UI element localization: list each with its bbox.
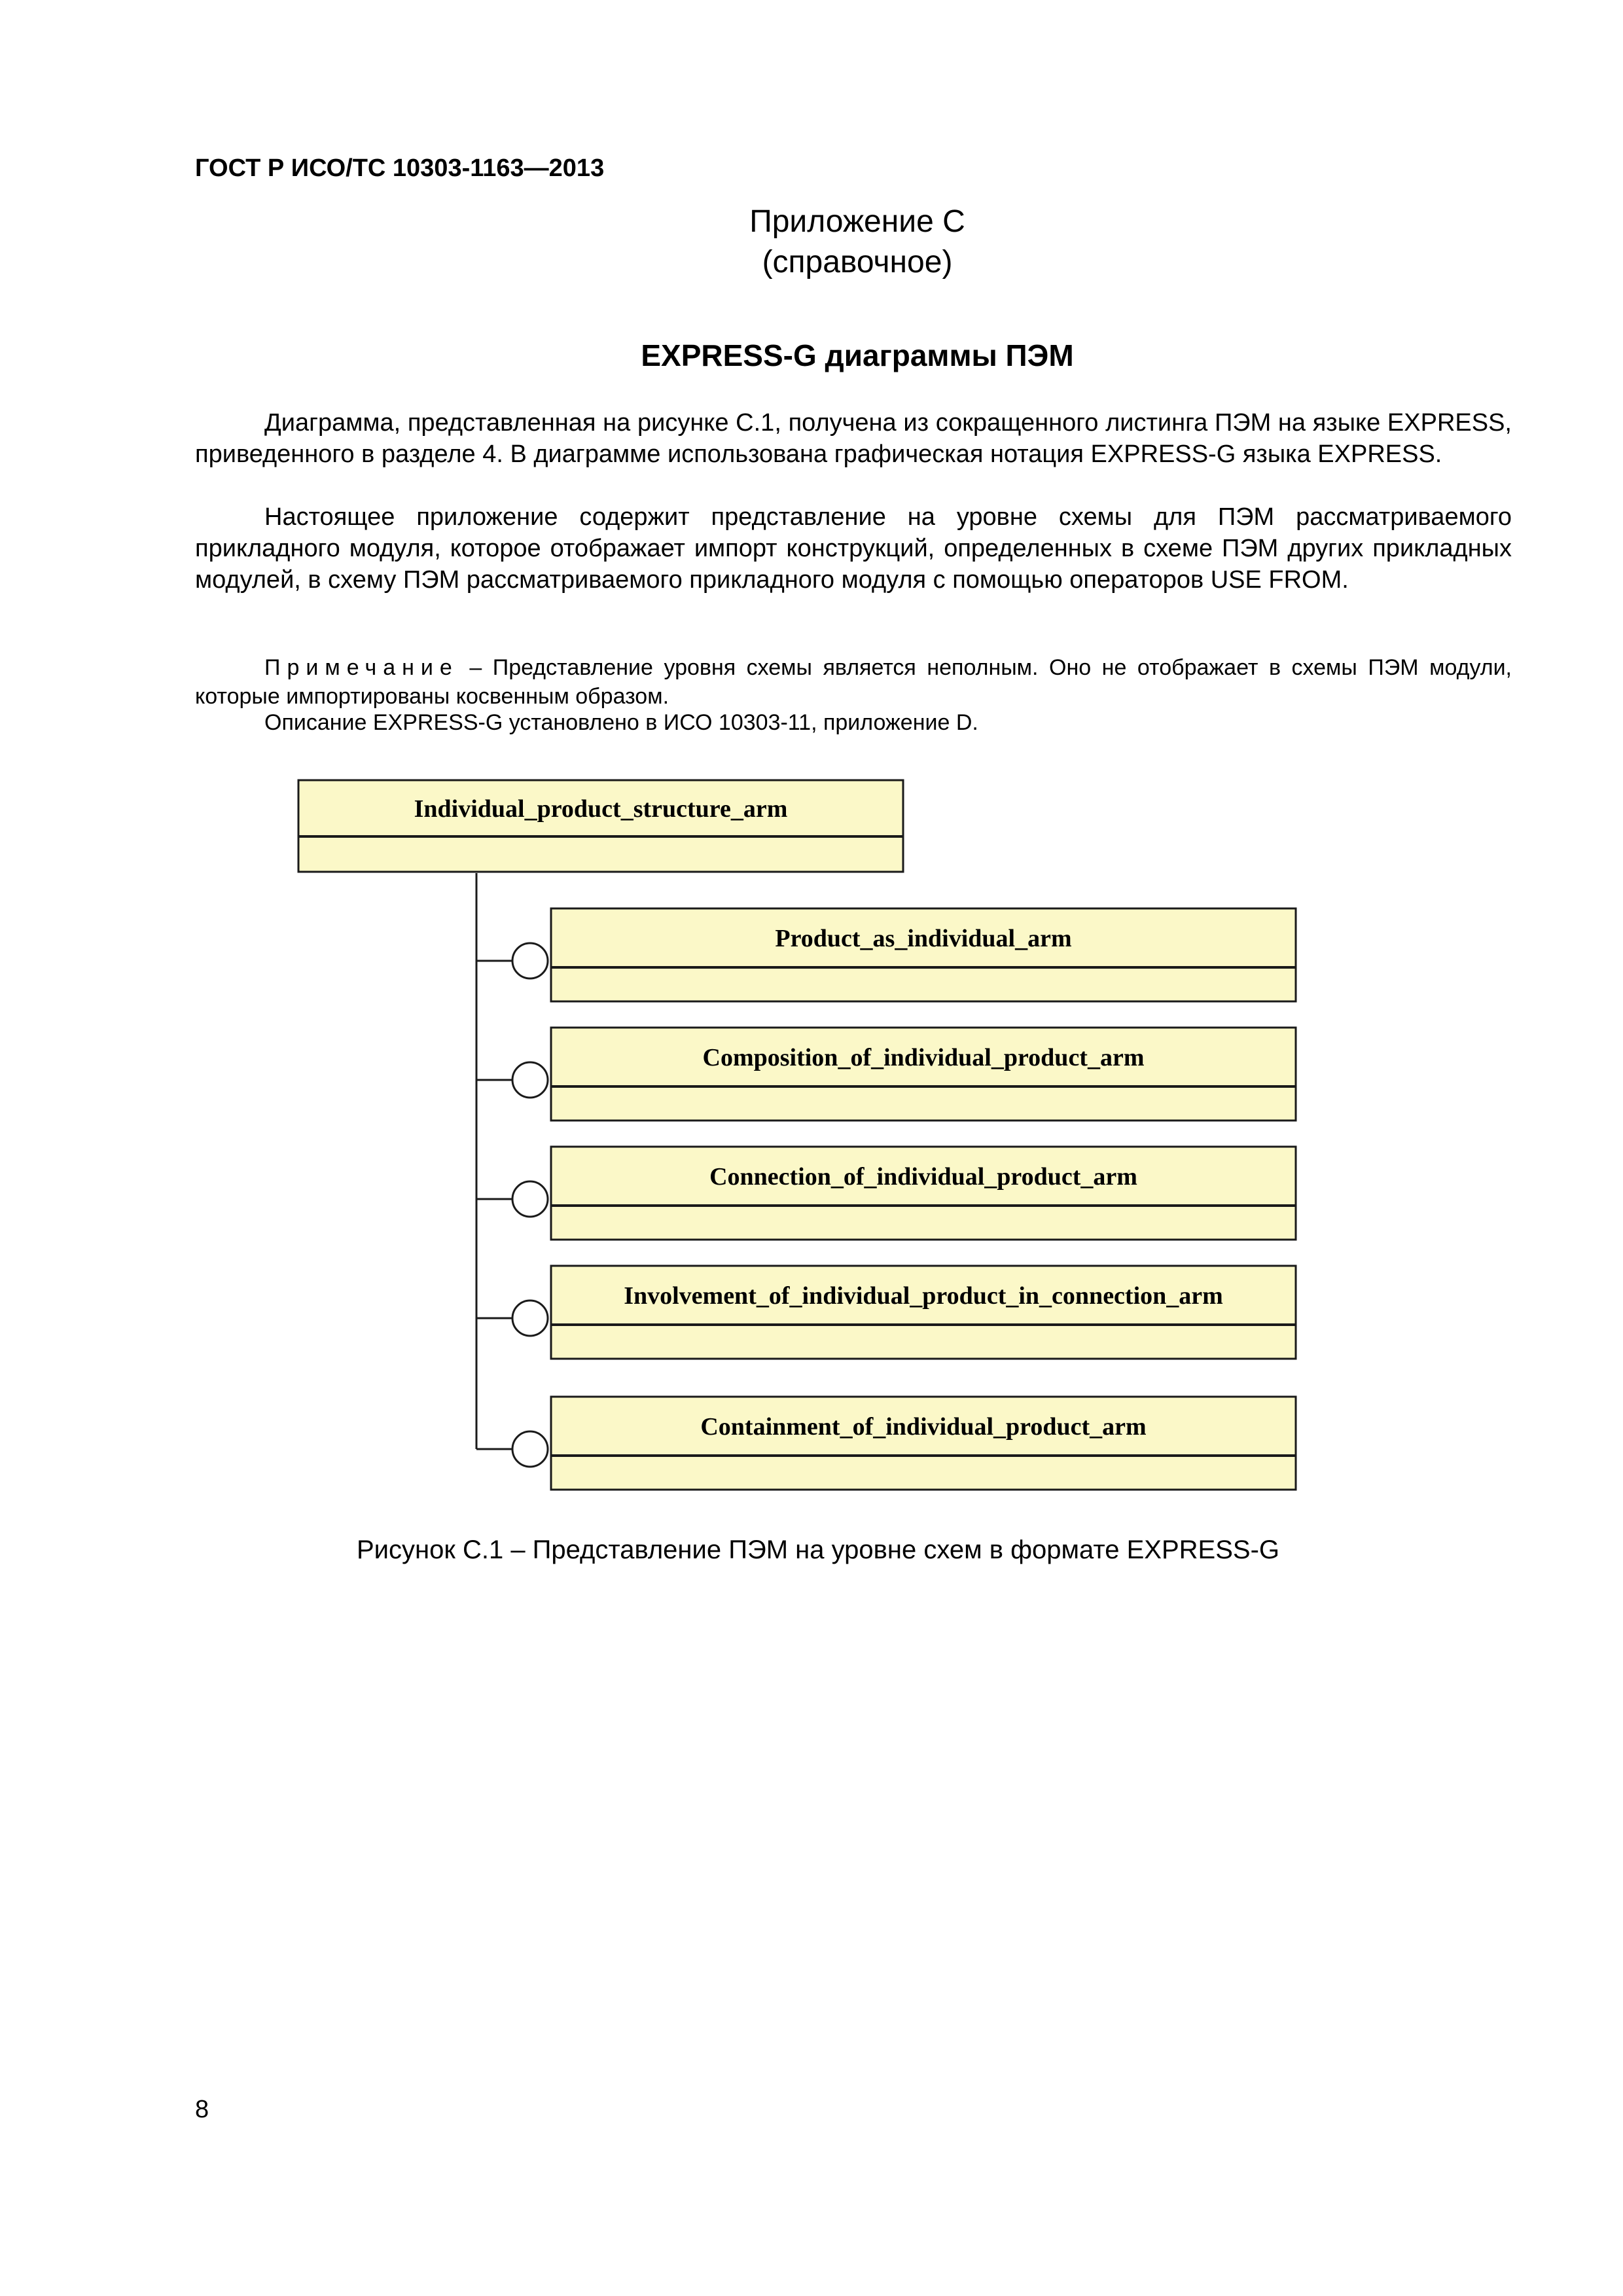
imported-schema-box (551, 1397, 1296, 1490)
use-from-circle (512, 1300, 548, 1336)
imported-schema-label: Involvement_of_individual_product_in_connection_arm (624, 1282, 1223, 1310)
imported-schema-label: Composition_of_individual_product_arm (702, 1044, 1145, 1071)
imported-schema-label: Containment_of_individual_product_arm (700, 1413, 1147, 1441)
body-paragraph: Диаграмма, представленная на рисунке С.1, получена из сокращенного листинга ПЭМ на языке EXPRESS, приведенного в разделе 4. В диаграмме использована графическая нотация EXPRESS-G языка EXPRESS. (195, 409, 1512, 468)
note-dash: – (469, 655, 482, 680)
appendix-title: Приложение С (749, 204, 965, 239)
use-from-circle (512, 1431, 548, 1467)
page-number: 8 (195, 2096, 209, 2123)
root-schema-box (298, 780, 903, 872)
section-title: EXPRESS-G диаграммы ПЭМ (641, 338, 1074, 372)
figure-caption: Рисунок С.1 – Представление ПЭМ на уровне схем в формате EXPRESS-G (356, 1535, 1280, 1564)
use-from-circle (512, 1062, 548, 1098)
imported-schema-label: Product_as_individual_arm (775, 925, 1072, 952)
use-from-circle (512, 1181, 548, 1217)
imported-schema-box (551, 1028, 1296, 1121)
note-text: Представление уровня схемы является неполным. Оно не отображает в схемы ПЭМ модули, которые импортированы косвенным образом. (195, 655, 1512, 709)
express-g-reference: Описание EXPRESS-G установлено в ИСО 10303-11, приложение D. (264, 710, 978, 735)
use-from-circle (512, 943, 548, 978)
appendix-subtitle: (справочное) (762, 245, 953, 279)
root-schema-label: Individual_product_structure_arm (414, 795, 788, 823)
imported-schema-box (551, 1266, 1296, 1359)
imported-schema-box (551, 908, 1296, 1001)
body-paragraph: Настоящее приложение содержит представление на уровне схемы для ПЭМ рассматриваемого прикладного модуля, которое отображает импорт конструкций, определенных в схеме ПЭМ других прикладных модулей, в схему ПЭМ рассматриваемого прикладного модуля с помощью операторов USE FROM. (195, 503, 1512, 594)
imported-schema-box (551, 1147, 1296, 1240)
note-label: Примечание (264, 655, 459, 680)
standard-header: ГОСТ Р ИСО/ТС 10303-1163—2013 (195, 154, 605, 182)
imported-schema-label: Connection_of_individual_product_arm (709, 1163, 1137, 1191)
